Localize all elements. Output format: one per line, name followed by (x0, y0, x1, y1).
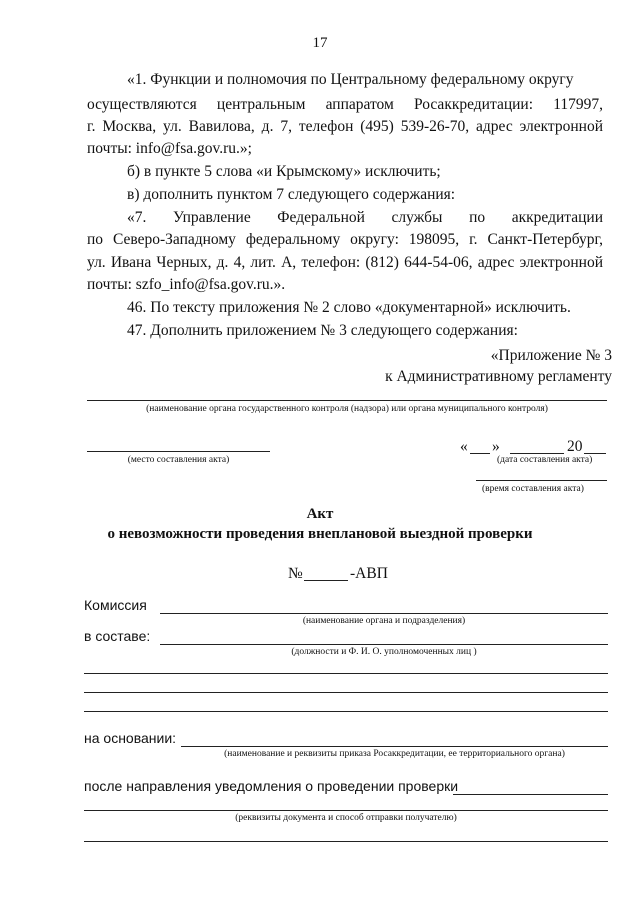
date-month-line[interactable] (510, 453, 564, 454)
commission-label: Комиссия (84, 597, 147, 613)
blank-line[interactable] (84, 673, 608, 674)
blank-line[interactable] (84, 841, 608, 842)
date-caption: (дата составления акта) (497, 455, 593, 465)
date-quote-open: « (460, 438, 468, 455)
number-suffix: -АВП (350, 565, 388, 582)
place-line[interactable] (87, 451, 270, 452)
basis-caption: (наименование и реквизиты приказа Росаккредитации, ее территориального органа) (224, 749, 565, 759)
date-year-line[interactable] (584, 453, 606, 454)
after-notice-caption: (реквизиты документа и способ отправки получателю) (235, 813, 457, 823)
time-line[interactable] (476, 480, 607, 481)
paragraph-line: «7. Управление Федеральной службы по аккредитации (127, 209, 603, 226)
number-line[interactable] (304, 580, 348, 581)
basis-label: на основании: (84, 730, 177, 746)
paragraph-line: б) в пункте 5 слова «и Крымскому» исключить; (127, 163, 441, 180)
date-day-line[interactable] (470, 453, 490, 454)
paragraph-line: «1. Функции и полномочия по Центральному федеральному округу (127, 71, 574, 88)
paragraph-line: почты: info@fsa.gov.ru.»; (87, 140, 252, 157)
act-title: Акт (306, 506, 334, 522)
commission-caption: (наименование органа и подразделения) (302, 616, 466, 626)
composition-line[interactable] (160, 644, 608, 645)
organ-name-line[interactable] (87, 400, 607, 401)
basis-line[interactable] (181, 746, 608, 747)
paragraph-line: 46. По тексту приложения № 2 слово «документарной» исключить. (127, 299, 571, 316)
paragraph-line: осуществляются центральным аппаратом Росаккредитации: 117997, (87, 96, 603, 113)
paragraph-line: ул. Ивана Черных, д. 4, лит. А, телефон: (812) 644-54-06, адрес электронной (87, 254, 603, 271)
place-caption: (место составления акта) (127, 455, 230, 465)
paragraph-line: г. Москва, ул. Вавилова, д. 7, телефон (495) 539-26-70, адрес электронной (87, 118, 603, 135)
paragraph-line: почты: szfo_info@fsa.gov.ru.». (87, 276, 286, 293)
notice-details-line[interactable] (84, 810, 608, 811)
organ-caption: (наименование органа государственного контроля (надзора) или органа муниципального контроля) (146, 404, 548, 414)
composition-label: в составе: (84, 628, 151, 644)
act-subtitle: о невозможности проведения внеплановой выездной проверки (107, 526, 533, 542)
appendix-heading: «Приложение № 3 (490, 347, 612, 364)
after-notice-label: после направления уведомления о проведении проверки (84, 778, 459, 794)
composition-caption: (должности и Ф. И. О. уполномоченных лиц ) (291, 647, 477, 657)
time-caption: (время составления акта) (482, 484, 584, 494)
paragraph-line: в) дополнить пунктом 7 следующего содержания: (127, 186, 456, 203)
paragraph-line: 47. Дополнить приложением № 3 следующего содержания: (127, 322, 518, 339)
blank-line[interactable] (84, 711, 608, 712)
date-quote-close: » (492, 438, 500, 455)
after-notice-line[interactable] (453, 794, 608, 795)
paragraph-line: по Северо-Западному федеральному округу: 198095, г. Санкт-Петербург, (87, 231, 603, 248)
page-number: 17 (312, 35, 328, 51)
appendix-subheading: к Административному регламенту (385, 368, 612, 385)
commission-line[interactable] (160, 613, 608, 614)
blank-line[interactable] (84, 692, 608, 693)
date-year: 20 (567, 438, 583, 455)
number-prefix: № (288, 565, 303, 582)
